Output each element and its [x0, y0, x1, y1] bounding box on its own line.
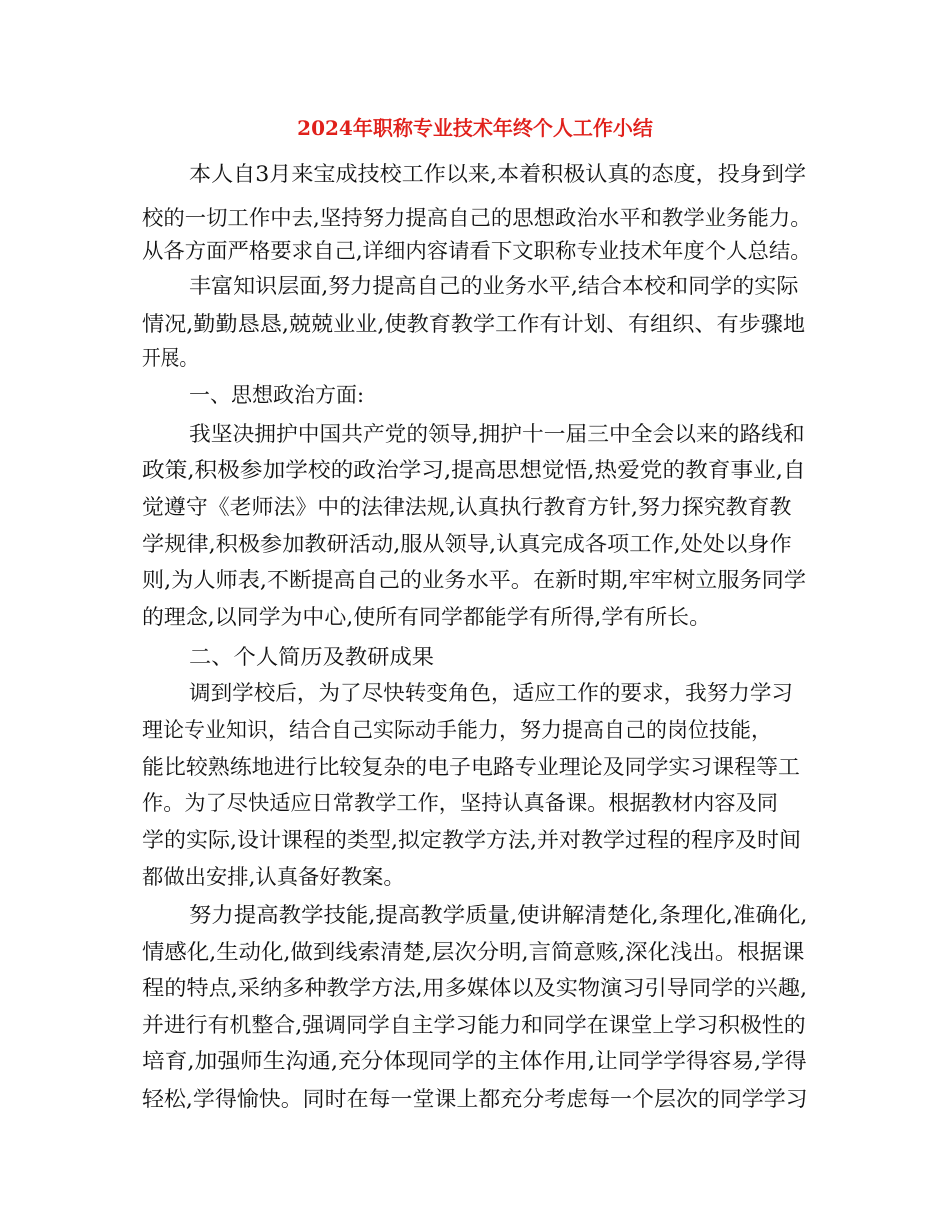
body-line-12: 则,为人师表,不断提高自己的业务水平。在新时期,牢牢树立服务同学 [142, 568, 807, 592]
body-line-25: 培育,加强师生沟通,充分体现同学的主体作用,让同学学得容易,学得 [142, 1049, 807, 1073]
body-line-1: 本人自3月来宝成技校工作以来,本着积极认真的态度，投身到学 [189, 162, 807, 186]
body-line-26: 轻松,学得愉快。同时在每一堂课上都充分考虑每一个层次的同学学习 [142, 1087, 808, 1111]
body-line-3: 从各方面严格要求自己,详细内容请看下文职称专业技术年度个人总结。 [142, 239, 812, 263]
body-line-4: 丰富知识层面,努力提高自己的业务水平,结合本校和同学的实际 [189, 274, 799, 298]
body-line-21: 努力提高教学技能,提高教学质量,使讲解清楚化,条理化,准确化, [189, 903, 808, 927]
body-line-22: 情感化,生动化,做到线索清楚,层次分明,言简意赅,深化浅出。根据课 [142, 940, 805, 964]
body-line-16: 理论专业知识，结合自己实际动手能力，努力提高自己的岗位技能， [142, 718, 772, 742]
body-line-2: 校的一切工作中去,坚持努力提高自己的思想政治水平和教学业务能力。 [142, 206, 812, 230]
body-line-23: 程的特点,采纳多种教学方法,用多媒体以及实物演习引导同学的兴趣, [142, 976, 808, 1000]
body-line-8: 我坚决拥护中国共产党的领导,拥护十一届三中全会以来的路线和 [189, 422, 805, 446]
body-line-6: 开展。 [142, 346, 199, 370]
section-heading-1: 一、思想政治方面: [189, 383, 365, 407]
body-line-18: 作。为了尽快适应日常教学工作，坚持认真备课。根据教材内容及同 [142, 791, 778, 815]
document-title: 2024年职称专业技术年终个人工作小结 [297, 116, 653, 140]
body-line-11: 学规律,积极参加教研活动,服从领导,认真完成各项工作,处处以身作 [142, 532, 792, 556]
body-line-19: 学的实际,设计课程的类型,拟定教学方法,并对教学过程的程序及时间 [142, 828, 802, 852]
body-line-15: 调到学校后，为了尽快转变角色，适应工作的要求，我努力学习 [189, 681, 793, 705]
body-line-17: 能比较熟练地进行比较复杂的电子电路专业理论及同学实习课程等工 [142, 755, 800, 779]
body-line-24: 并进行有机整合,强调同学自主学习能力和同学在课堂上学习积极性的 [142, 1013, 806, 1037]
body-line-13: 的理念,以同学为中心,使所有同学都能学有所得,学有所长。 [142, 605, 712, 629]
body-line-5: 情况,勤勤恳恳,兢兢业业,使教育教学工作有计划、有组织、有步骤地 [142, 312, 806, 336]
body-line-20: 都做出安排,认真备好教案。 [142, 865, 405, 889]
body-line-9: 政策,积极参加学校的政治学习,提高思想觉悟,热爱党的教育事业,自 [142, 458, 806, 482]
section-heading-2: 二、个人简历及教研成果 [189, 645, 434, 669]
body-line-10: 觉遵守《老师法》中的法律法规,认真执行教育方针,努力探究教育教 [142, 495, 792, 519]
